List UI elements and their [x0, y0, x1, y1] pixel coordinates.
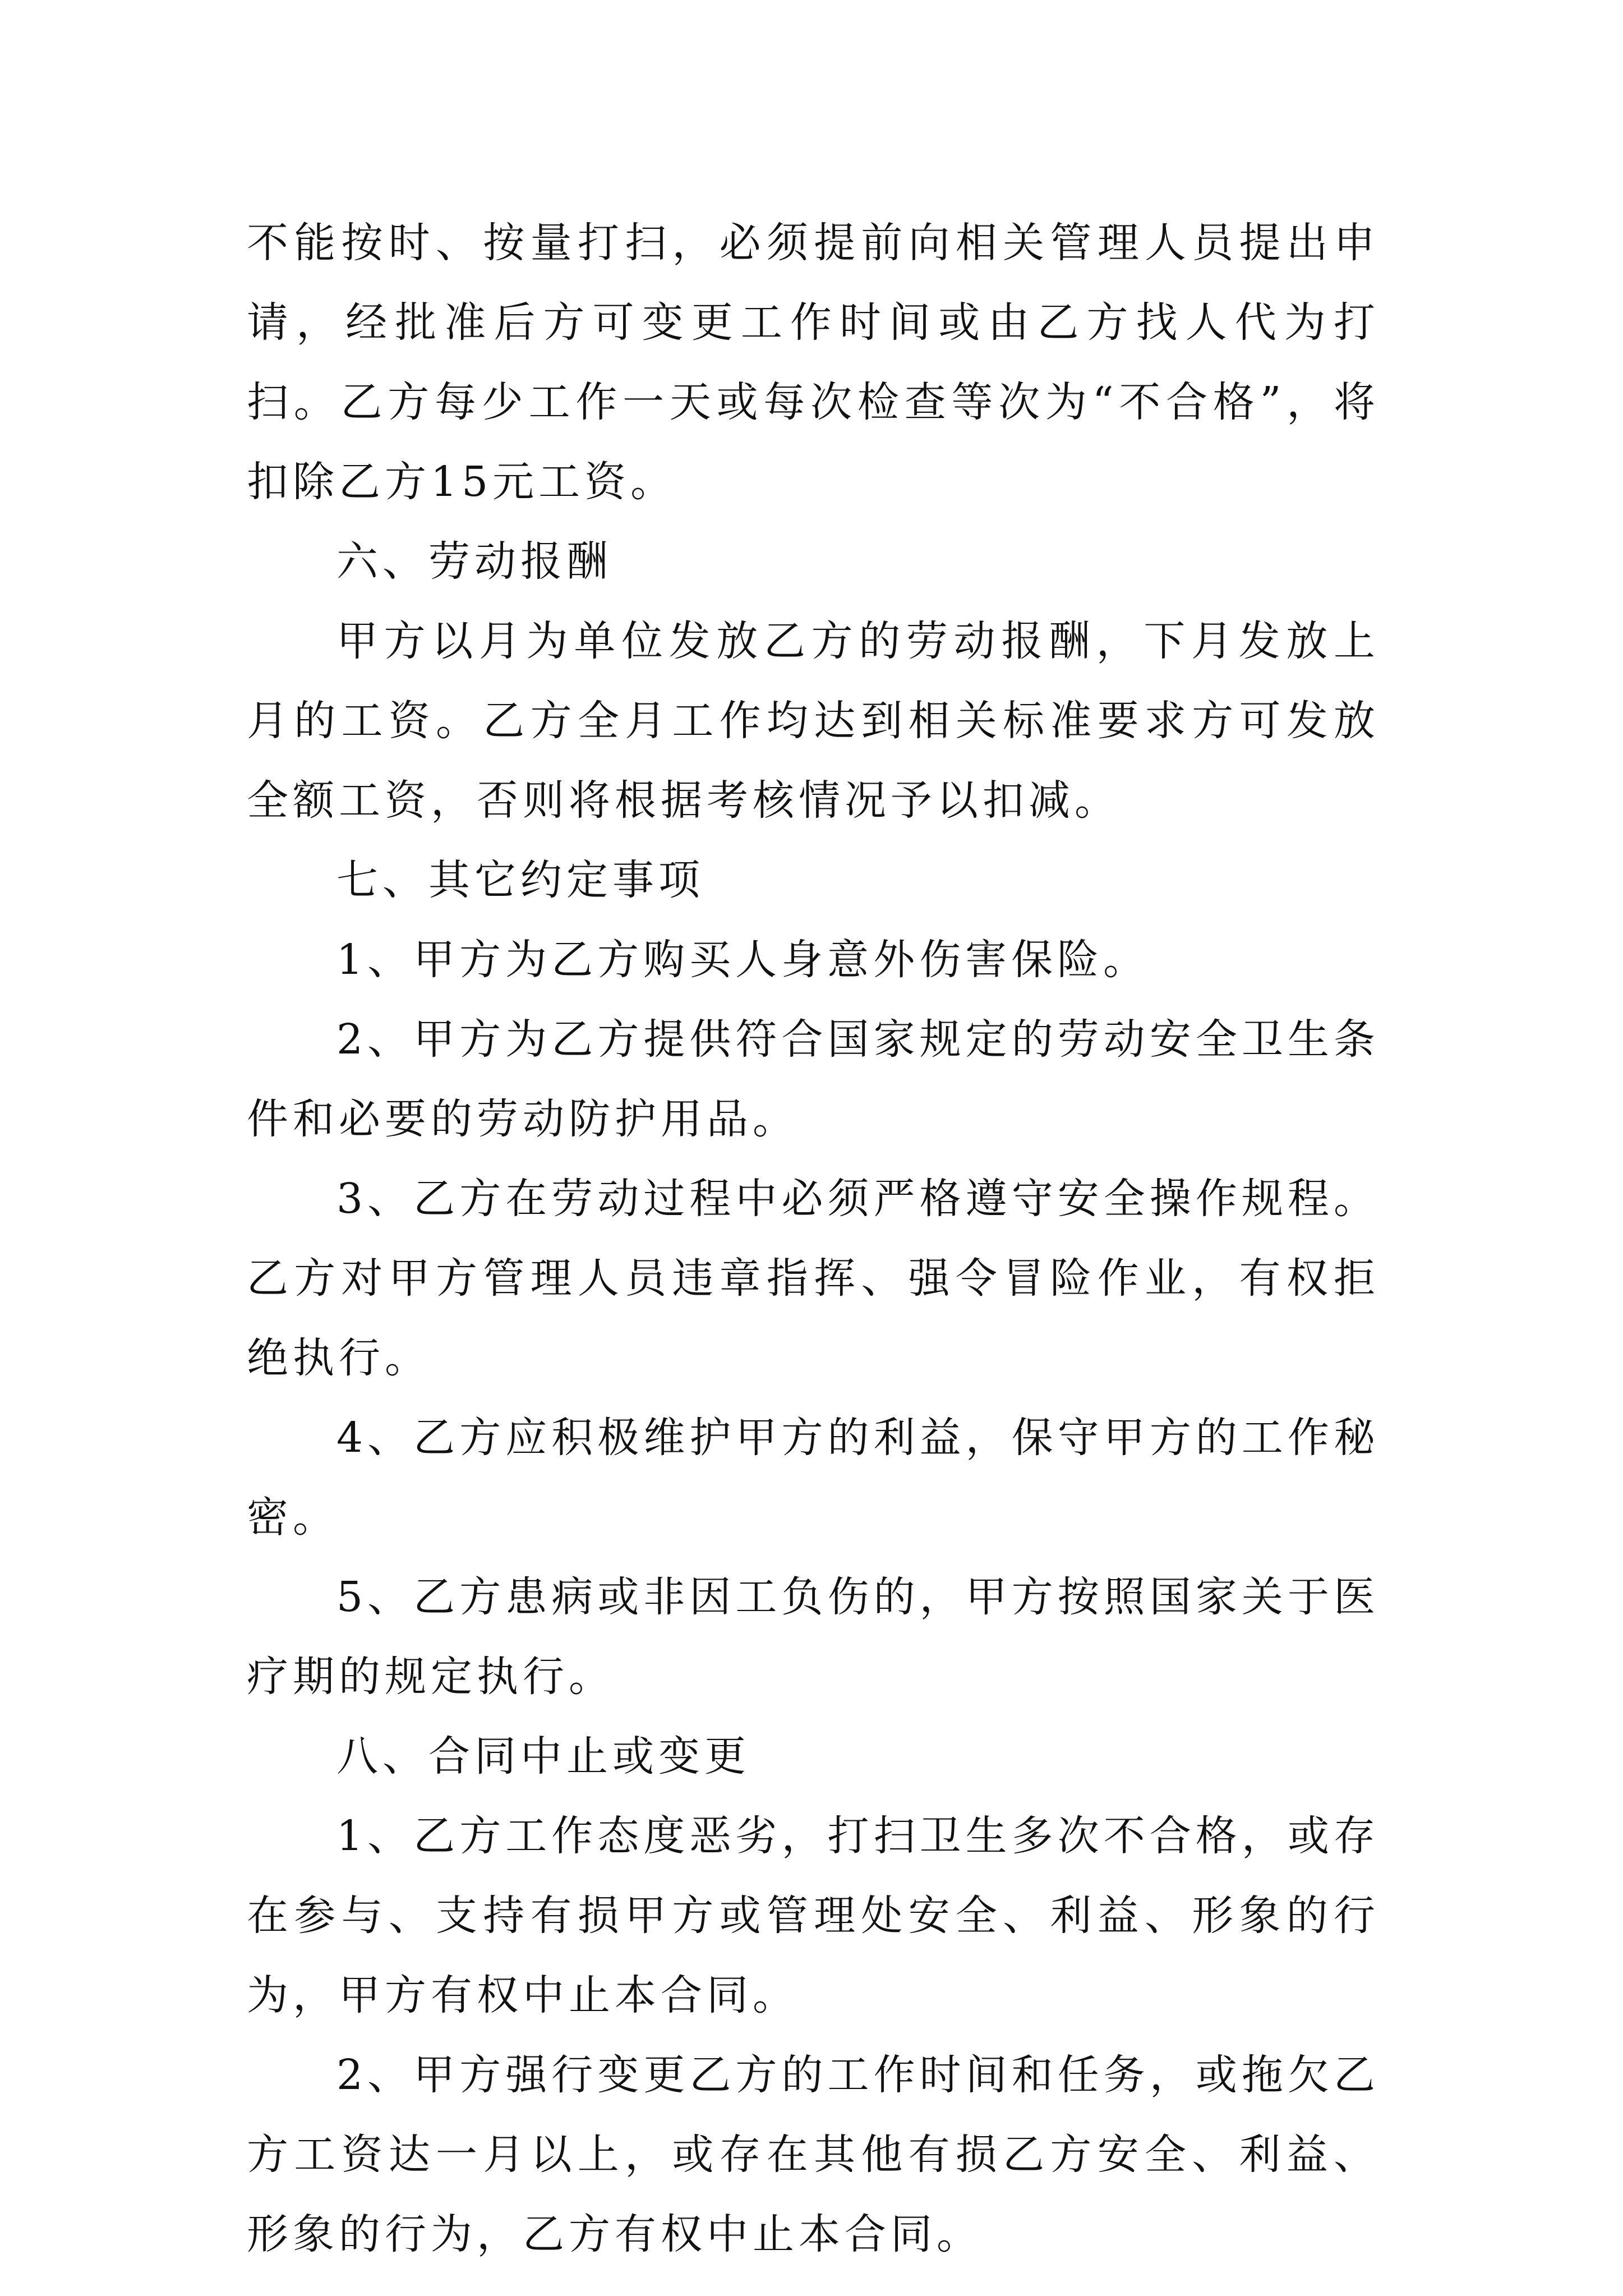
clause-7-3: 3、乙方在劳动过程中必须严格遵守安全操作规程。乙方对甲方管理人员违章指挥、强令冒险作业，有权拒绝执行。 — [247, 1175, 1380, 1382]
clause-7-5: 5、乙方患病或非因工负伤的，甲方按照国家关于医疗期的规定执行。 — [247, 1573, 1380, 1701]
clause-8-2: 2、甲方强行变更乙方的工作时间和任务，或拖欠乙方工资达一月以上，或存在其他有损乙方安全、利益、形象的行为，乙方有权中止本合同。 — [247, 2051, 1380, 2258]
paragraph-remuneration: 甲方以月为单位发放乙方的劳动报酬，下月发放上月的工资。乙方全月工作均达到相关标准要求方可发放全额工资，否则将根据考核情况予以扣减。 — [247, 617, 1380, 825]
clause-7-1: 1、甲方为乙方购买人身意外伤害保险。 — [336, 936, 1150, 984]
section-heading-8: 八、合同中止或变更 — [336, 1732, 750, 1780]
section-heading-7: 七、其它约定事项 — [336, 856, 704, 904]
clause-8-1: 1、乙方工作态度恶劣，打扫卫生多次不合格，或存在参与、支持有损甲方或管理处安全、利益、形象的行为，甲方有权中止本合同。 — [247, 1812, 1380, 2019]
section-heading-6: 六、劳动报酬 — [336, 537, 612, 586]
clause-7-4: 4、乙方应积极维护甲方的利益，保守甲方的工作秘密。 — [247, 1414, 1380, 1542]
document-page — [247, 203, 1380, 2274]
clause-7-2: 2、甲方为乙方提供符合国家规定的劳动安全卫生条件和必要的劳动防护用品。 — [247, 1015, 1380, 1143]
paragraph-continuation: 不能按时、按量打扫，必须提前向相关管理人员提出申请，经批准后方可变更工作时间或由乙方找人代为打扫。乙方每少工作一天或每次检查等次为“不合格”，将扣除乙方15元工资。 — [247, 219, 1380, 506]
